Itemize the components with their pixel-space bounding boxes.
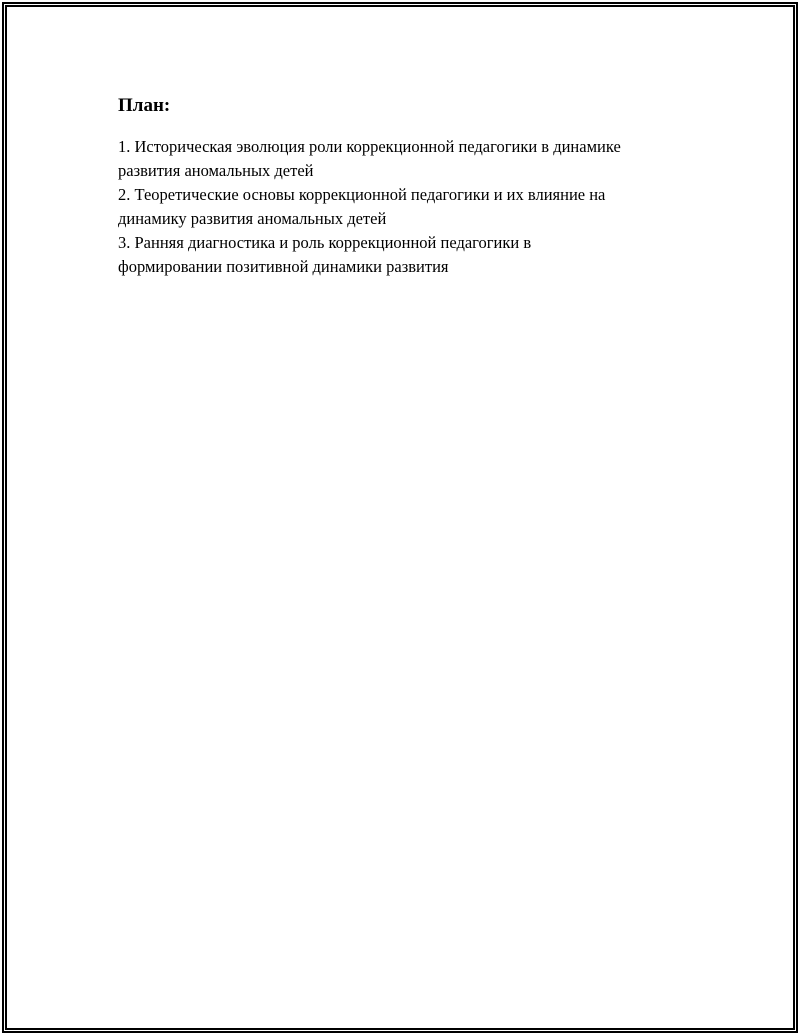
plan-heading: План:	[118, 95, 171, 116]
plan-item-3-line-2: формировании позитивной динамики развития	[118, 257, 449, 276]
plan-item-3	[118, 231, 698, 279]
plan-item-1-line-1: 1. Историческая эволюция роли коррекционной педагогики в динамике	[118, 137, 621, 156]
plan-list	[118, 135, 698, 279]
plan-item-3-line-1: 3. Ранняя диагностика и роль коррекционной педагогики в	[118, 233, 532, 252]
plan-item-2	[118, 183, 698, 231]
document-body	[118, 94, 698, 279]
plan-item-2-line-1: 2. Теоретические основы коррекционной педагогики и их влияние на	[118, 185, 606, 204]
plan-item-1	[118, 135, 698, 183]
plan-item-2-line-2: динамику развития аномальных детей	[118, 209, 387, 228]
plan-item-1-line-2: развития аномальных детей	[118, 161, 314, 180]
